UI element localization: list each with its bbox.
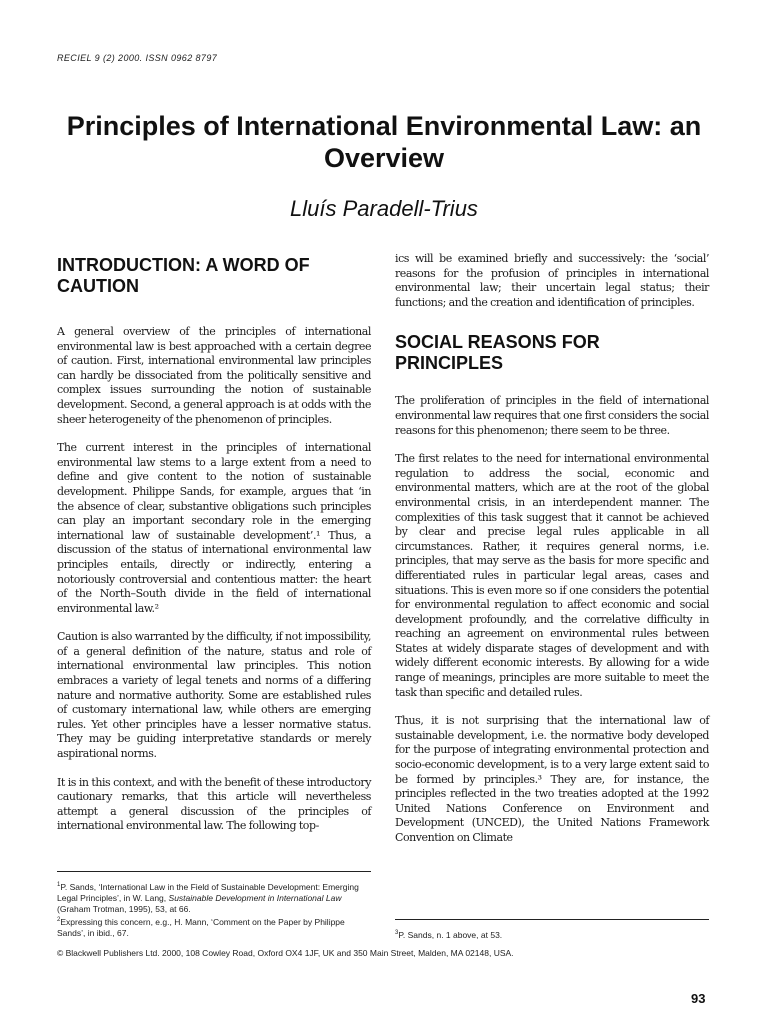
footnote-book-title: Sustainable Development in International Law xyxy=(168,893,342,904)
body-paragraph: The first relates to the need for international environmental regulation to address the social, economic and environmental matters, which are at the root of the global environmental crisis, in an interdependent manner. The complexities of this task suggest that it cannot be achieved by clear and precise legal rules applicable in all circumstances. Rather, it requires general norms, i.e. principles, that may serve as the basis for more specific and differentiated rules in particular legal areas, cases and situations. This is even more so if one considers the potential for environmental regulation to affect economic and social development profoundly, and the correlative difficulty in reaching an agreement on environmental rules between States at widely disparate stages of development and with widely different economic interests. By allowing for a wide range of meanings, principles are more suitable to meet the task than specific and detailed rules. xyxy=(395,452,709,699)
body-paragraph: The current interest in the principles of international environmental law stems to a large extent from a need to define and give content to the notion of sustainable development. Philippe Sands, for example, argues that ‘in the absence of clear, substantive obligations such principles can play an important secondary role in the emerging international law of sustainable development’.¹ Thus, a discussion of the status of international environmental law principles entails, directly or indirectly, entering a notoriously controversial and contentious matter: the heart of the North–South divide in the field of international environmental law.² xyxy=(57,441,371,615)
footnote-divider xyxy=(57,871,371,872)
left-column xyxy=(57,255,371,848)
footnote-3 xyxy=(395,928,711,941)
footnote-divider xyxy=(395,919,709,920)
footnotes-left xyxy=(57,880,373,940)
footnotes-right xyxy=(395,928,711,941)
footnote-2 xyxy=(57,915,373,939)
footnote-text: P. Sands, n. 1 above, at 53. xyxy=(398,929,503,940)
article-title: Principles of International Environmental Law: an Overview xyxy=(66,111,702,173)
footnote-marker: 2 xyxy=(57,917,61,924)
section-heading-social-reasons: SOCIAL REASONS FOR PRINCIPLES xyxy=(395,332,600,374)
footnote-text: Expressing this concern, e.g., H. Mann, ‘Comment on the Paper by Philippe Sands’, in ibid., 67. xyxy=(57,917,345,939)
copyright-line: © Blackwell Publishers Ltd. 2000, 108 Cowley Road, Oxford OX4 1JF, UK and 350 Main Street, Malden, MA 02148, USA. xyxy=(57,948,514,958)
footnote-text: (Graham Trotman, 1995), 53, at 66. xyxy=(57,904,191,915)
article-author: Lluís Paradell-Trius xyxy=(290,196,478,221)
footnote-text: P. Sands, ‘International Law in the Field of Sustainable Development: Emerging Legal Principles’, in W. Lang, xyxy=(57,881,359,904)
body-paragraph-continuation: ics will be examined briefly and successively: the ‘social’ reasons for the profusion of principles in international environmental law; their uncertain legal status; their functions; and the creation and identification of principles. xyxy=(395,252,709,309)
page-number: 93 xyxy=(691,991,706,1006)
footnote-marker: 3 xyxy=(395,930,399,936)
footnote-1 xyxy=(57,880,373,915)
body-paragraph: Caution is also warranted by the difficulty, if not impossibility, of a general definition of the nature, status and role of international environmental law principles. This notion embraces a variety of legal tenets and norms of a differing nature and normative authority. Some are established rules of customary international law, while others are emerging rules. Yet other principles have a lesser normative status. They may be guiding interpretative standards or merely aspirational norms. xyxy=(57,630,371,761)
footnote-marker: 1 xyxy=(57,882,61,888)
body-paragraph: Thus, it is not surprising that the international law of sustainable development, i.e. the normative body developed for the purpose of integrating environmental protection and socio-economic development, is to a very large extent said to be formed by principles.³ They are, for instance, the principles reflected in the two treaties adopted at the 1992 United Nations Conference on Environment and Development (UNCED), the United Nations Framework Convention on Climate xyxy=(395,714,709,844)
body-paragraph: It is in this context, and with the benefit of these introductory cautionary remarks, that this article will nevertheless attempt a general discussion of the principles of international environmental law. The following top- xyxy=(57,775,371,833)
body-paragraph: The proliferation of principles in the field of international environmental law requires that one first considers the social reasons for this phenomenon; there seem to be three. xyxy=(395,394,709,437)
body-paragraph: A general overview of the principles of international environmental law is best approached with a certain degree of caution. First, international environmental law principles can hardly be dissociated from the politically sensitive and complex issues surrounding the notion of sustainable development. Second, a general approach is at odds with the sheer heterogeneity of the phenomenon of principles. xyxy=(57,325,371,426)
section-heading-introduction: INTRODUCTION: A WORD OF CAUTION xyxy=(57,255,310,296)
running-head: RECIEL 9 (2) 2000. ISSN 0962 8797 xyxy=(57,53,218,63)
right-column xyxy=(395,252,709,860)
